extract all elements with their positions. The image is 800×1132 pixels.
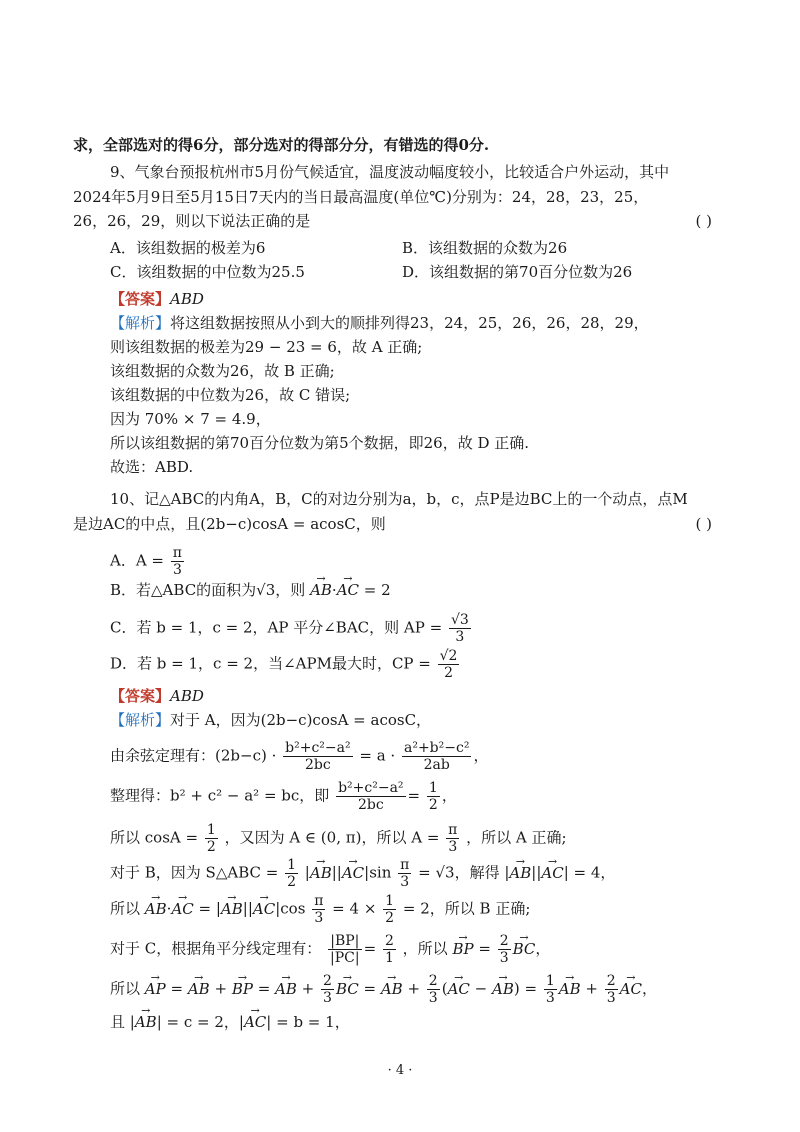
fraction-half: $\frac{1}{2}$ xyxy=(428,780,438,813)
q10-bisector-text: 对于 C，根据角平分线定理有： xyxy=(110,939,322,958)
fraction-pi-over-3-4: $\frac{\pi}{3}$ xyxy=(314,893,324,926)
q10-option-a xyxy=(110,545,186,578)
q10-lengths-text: 且 xyxy=(110,1013,126,1031)
q10-cosA-end: ，所以 A 正确; xyxy=(466,828,567,847)
q10-stem-line2: 是边AC的中点，且(2b−c)cosA = acosC，则 xyxy=(73,515,386,533)
q10-answer-paren: ( ) xyxy=(695,515,712,533)
q9-analysis-line1 xyxy=(110,313,649,333)
answer-tag: 【答案】 xyxy=(110,687,171,705)
q9-stem-line2: 2024年5月9日至5月15日7天内的当日最高温度(单位℃)分别为：24，28，23，25， xyxy=(73,188,649,206)
q10-option-b-text: B．若△ABC的面积为√3，则 xyxy=(110,581,306,599)
fraction-two-thirds-3: $\frac{2}{3}$ xyxy=(428,973,438,1006)
q9-analysis-line6: 所以该组数据的第70百分位数为第5个数据，即26，故 D 正确. xyxy=(110,434,530,452)
fraction-sqrt3-over-3: $\frac{√3}{3}$ xyxy=(450,612,469,645)
fraction-two-over-one: $\frac{2}{1}$ xyxy=(384,933,394,966)
answer-tag: 【答案】 xyxy=(110,290,171,308)
q9-analysis-text1: 将这组数据按照从小到大的顺排列得23，24，25，26，26，28，29， xyxy=(170,314,649,332)
q9-option-d: D．该组数据的第70百分位数为26 xyxy=(402,263,633,281)
fraction-cosA-2: $\frac{\text{b²+c²−a²}}{2bc}$ xyxy=(338,780,404,813)
fraction-two-thirds-2: $\frac{2}{3}$ xyxy=(323,973,332,1006)
fraction-bp-pc: $\frac{|BP|}{|PC|}$ xyxy=(330,933,360,966)
analysis-tag: 【解析】 xyxy=(110,314,171,332)
q10-option-c-text: C．若 b = 1，c = 2，AP 平分∠BAC，则 AP = xyxy=(110,618,443,637)
q10-analysis-line8: 所以 → AP = → AB + → BP = → AB + $\frac{2}{3}$ → BC = → AB + $\frac{2}{3}$ (→ AC − → AB) = $\frac{1}{3}$ → AB + $\frac{2}{3}$ → AC， xyxy=(110,973,657,1006)
q10-option-a-text: A．A = xyxy=(110,551,165,570)
q10-vector-text: 所以 xyxy=(110,979,141,998)
q9-stem-line3: 26，26，29，则以下说法正确的是 xyxy=(73,212,311,230)
q10-area-mid: = √3，解得 xyxy=(418,863,500,882)
fraction-one-third: $\frac{1}{3}$ xyxy=(545,973,555,1006)
q10-option-b: B．若△ABC的面积为√3，则 → AB·→ AC = 2 xyxy=(110,580,391,600)
q9-analysis-line5: 因为 70% × 7 = 4.9， xyxy=(110,410,271,428)
q10-area-end: = 4， xyxy=(573,863,616,882)
page-number: · 4 · xyxy=(387,1063,413,1078)
fraction-half-3: $\frac{1}{2}$ xyxy=(287,857,297,890)
q10-option-b-result: = 2 xyxy=(363,581,391,599)
q10-option-d xyxy=(110,648,461,681)
fraction-cosC: $\frac{\text{a²+b²−c²}}{2ab}$ xyxy=(403,740,470,773)
fraction-half-4: $\frac{1}{2}$ xyxy=(385,893,395,926)
fraction-pi-over-3-2: $\frac{\pi}{3}$ xyxy=(448,822,458,855)
q10-cosine-law-text: 由余弦定理有：(2b−c) · xyxy=(110,746,277,765)
q10-dot-end: = 2，所以 B 正确; xyxy=(402,899,531,918)
instruction-line: 求，全部选对的得6分，部分选对的得部分分，有错选的得0分. xyxy=(73,136,490,154)
q10-analysis-line4 xyxy=(110,822,567,855)
q10-bisector-mid: ，所以 xyxy=(402,939,448,958)
q10-option-c xyxy=(110,612,473,645)
fraction-pi-over-3-3: $\frac{\pi}{3}$ xyxy=(400,857,410,890)
q10-analysis-text1: 对于 A，因为(2b−c)cosA = acosC， xyxy=(170,711,432,729)
fraction-half-2: $\frac{1}{2}$ xyxy=(206,822,216,855)
q9-answer: ABD xyxy=(170,290,204,308)
q9-option-b: B．该组数据的众数为26 xyxy=(402,239,568,257)
q9-analysis-line3: 该组数据的众数为26，故 B 正确; xyxy=(110,362,335,380)
q10-cosA-text: 所以 cosA = xyxy=(110,828,199,847)
q10-simplify-text: 整理得：b² + c² − a² = bc，即 xyxy=(110,786,330,805)
analysis-tag: 【解析】 xyxy=(110,711,171,729)
q9-analysis-line2: 则该组数据的极差为29 − 23 = 6，故 A 正确; xyxy=(110,338,423,356)
q10-answer: ABD xyxy=(170,687,204,705)
q10-dot-mid: = 4 × xyxy=(332,899,377,918)
q10-analysis-line3: 整理得：b² + c² − a² = bc，即 $\frac{\text{b²+c²−a²}}{2bc}$ = $\frac{1}{2}$ ， xyxy=(110,780,457,813)
q10-analysis-line7: 对于 C，根据角平分线定理有： $\frac{|BP|}{|PC|}$ = $\frac{2}{1}$ ，所以 → BP = $\frac{2}{3}$ → BC， xyxy=(110,933,550,966)
q10-cosA-mid: ，又因为 A ∈ (0, π)，所以 A = xyxy=(224,828,440,847)
q9-option-a: A．该组数据的极差为6 xyxy=(110,239,266,257)
q9-option-c: C．该组数据的中位数为25.5 xyxy=(110,263,305,281)
q10-answer-line xyxy=(110,686,204,706)
q10-area-text: 对于 B，因为 S△ABC = xyxy=(110,863,279,882)
q9-analysis-line4: 该组数据的中位数为26，故 C 错误; xyxy=(110,386,351,404)
fraction-pi-over-3: $\frac{\pi}{3}$ xyxy=(172,545,182,578)
q10-cosine-law-mid: = a · xyxy=(359,746,396,765)
q9-stem-line1: 9、气象台预报杭州市5月份气候适宜，温度波动幅度较小，比较适合户外运动，其中 xyxy=(110,163,670,181)
q9-answer-paren: ( ) xyxy=(695,212,712,230)
q9-analysis-line7: 故选：ABD. xyxy=(110,458,194,476)
q9-answer-line xyxy=(110,289,204,309)
q10-dot-cos: cos xyxy=(280,899,306,918)
fraction-cosA: $\frac{\text{b²+c²−a²}}{2bc}$ xyxy=(285,740,351,773)
fraction-two-thirds: $\frac{2}{3}$ xyxy=(499,933,509,966)
q10-stem-line1: 10、记△ABC的内角A，B，C的对边分别为a，b，c，点P是边BC上的一个动点，点M xyxy=(110,490,688,508)
q10-analysis-line6: 所以 → AB·→ AC = |→ AB||→ AC|cos $\frac{\pi}{3}$ = 4 × $\frac{1}{2}$ = 2，所以 B 正确; xyxy=(110,893,530,926)
q10-analysis-line2: 由余弦定理有：(2b−c) · $\frac{\text{b²+c²−a²}}{2bc}$ = a · $\frac{\text{a²+b²−c²}}{2ab}$ ， xyxy=(110,740,489,773)
q10-analysis-line1 xyxy=(110,710,431,730)
q10-analysis-line9: 且 |→ AB| = c = 2，|→ AC| = b = 1， xyxy=(110,1012,350,1032)
q10-option-d-text: D．若 b = 1，c = 2，当∠APM最大时，CP = xyxy=(110,654,431,673)
q10-area-sin: sin xyxy=(369,863,392,882)
q10-analysis-line5: 对于 B，因为 S△ABC = $\frac{1}{2}$ |→ AB||→ AC|sin $\frac{\pi}{3}$ = √3，解得 |→ AB||→ AC| = 4， xyxy=(110,857,615,890)
fraction-two-thirds-4: $\frac{2}{3}$ xyxy=(606,973,616,1006)
q10-dot-text: 所以 xyxy=(110,899,141,918)
fraction-sqrt2-over-2: $\frac{√2}{2}$ xyxy=(439,648,458,681)
